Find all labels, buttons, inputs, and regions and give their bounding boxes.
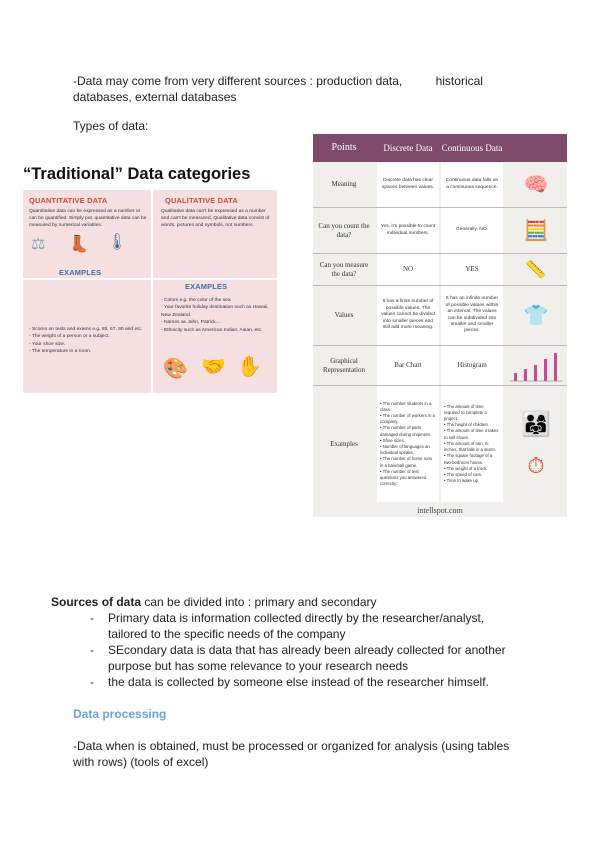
list-item: • The number students in a class. <box>380 401 436 413</box>
boot-icon: 👢 <box>69 236 89 253</box>
header-points: Points <box>331 142 357 153</box>
measure-icon: 📏 <box>525 259 547 279</box>
row-point: Meaning <box>331 180 357 189</box>
hands-icon: ✋ <box>237 356 262 378</box>
qualitative-text: Qualitative data can't be expressed as a number and can't be measured. Qualitative data consist of words, pictures and symbols, not numbers. <box>161 209 270 228</box>
list-item: • Number of languages an individual speaks. <box>380 444 436 456</box>
qualitative-heading: QUALITATIVE DATA <box>165 196 238 205</box>
row-discrete: Bar Chart <box>377 346 439 385</box>
quantitative-examples-heading: EXAMPLES <box>59 268 102 277</box>
list-item: • The amount of time required to complete a project. <box>444 404 500 423</box>
thermometer-icon: 🌡 <box>107 234 128 251</box>
table-row <box>313 162 567 208</box>
list-item: - Primary data is information collected directly by the researcher/analyst, tailored to the specific needs of the company <box>90 611 485 641</box>
list-item: - SEcondary data is data that has already been already collected for another purpose but has some relevance to your research needs <box>90 643 506 673</box>
list-item: - Colors e.g. the color of the sea <box>161 298 231 303</box>
table-row <box>313 346 567 386</box>
quantitative-heading: QUANTITATIVE DATA <box>29 196 108 205</box>
list-item: - the data is collected by someone else instead of the researcher himself. <box>90 675 489 689</box>
source-footer: intellspot.com <box>417 506 463 515</box>
qualitative-examples-list <box>161 297 273 334</box>
scale-icon: ⚖ <box>31 236 46 253</box>
list-item: - Ethnicity such as American Indian, Asian, etc. <box>161 327 263 333</box>
divider <box>151 190 153 393</box>
bullet-text: the data is collected by someone else instead of the researcher himself. <box>108 675 489 689</box>
list-item: • The amount of time it takes to sell shoes. <box>444 428 500 440</box>
bar-chart-icon <box>505 346 567 385</box>
people-icon: 👨‍👩‍👧 <box>521 411 551 438</box>
list-item: - Your shoe size. <box>29 341 66 347</box>
list-item: - The weight of a person or a subject. <box>29 334 110 340</box>
quantitative-text: Quantitative data can be expressed as a number or can be quantified. Simply put, quantitative data can be measured by numerical variables. <box>29 209 147 228</box>
list-item: • Shoe sizes. <box>380 438 436 444</box>
row-point: Can you measure the data? <box>319 261 369 278</box>
paint-icon: 🎨 <box>163 358 188 380</box>
clock-icon: ⏱ <box>527 452 545 478</box>
data-processing-heading: Data processing <box>73 707 167 721</box>
bullet-text: Primary data is information collected directly by the researcher/analyst, tailored to the specific needs of the company <box>108 611 485 641</box>
list-item: • The weight of a truck. <box>444 466 500 472</box>
list-item: • The number of parts damaged during shipment. <box>380 425 436 437</box>
traditional-categories-image <box>23 163 277 393</box>
table-row <box>313 386 567 502</box>
header-discrete: Discrete Data <box>383 143 433 153</box>
sources-bold: Sources of data <box>51 595 142 609</box>
sources-rest: can be divided into : primary and secondary <box>141 595 377 609</box>
discrete-examples-list <box>380 401 436 488</box>
list-item: • The speed of cars. <box>444 472 500 478</box>
row-continuous: Continuous data falls on a continuous sequence. <box>441 162 503 207</box>
row-point: Examples <box>330 439 358 448</box>
divider <box>23 278 277 280</box>
list-item: - Your favorite holiday destination such as Hawaii, New Zealand. <box>161 305 269 318</box>
row-point: Can you count the data? <box>318 222 370 239</box>
row-discrete: Discrete data has clear spaces between values. <box>377 162 439 207</box>
table-header <box>313 134 567 162</box>
examples-icons <box>505 386 567 502</box>
row-continuous: It has an infinite number of possible values within an interval. The values can be subdivided into smaller and smaller pieces. <box>441 286 503 345</box>
row-discrete: It has a finite number of possible values. The values cannot be divided into smaller pieces and still add more meaning. <box>377 286 439 345</box>
intro-line: databases, external databases <box>73 90 237 104</box>
sources-bullets <box>90 610 510 690</box>
list-item: - Names as John, Patrick.... <box>161 320 222 326</box>
row-discrete: NO <box>377 254 439 285</box>
row-continuous: Generally, NO. <box>441 208 503 253</box>
shirt-icon: 👕 <box>523 305 549 327</box>
row-continuous <box>441 386 503 502</box>
list-item: • The square footage of a two-bedroom house. <box>444 453 500 465</box>
list-item: • The amount of rain, in inches, that falls in a storm. <box>444 441 500 453</box>
traditional-card <box>23 190 277 393</box>
row-point: Graphical Representation <box>323 357 365 374</box>
abacus-icon: 🧮 <box>523 220 549 242</box>
row-continuous: YES <box>441 254 503 285</box>
brain-icon: 🧠 <box>523 174 549 196</box>
bullet-text: SEcondary data is data that has already been already collected for another purpose but has some relevance to your research needs <box>108 643 506 673</box>
list-item: • The number of test questions you answered correctly. <box>380 469 436 488</box>
header-continuous: Continuous Data <box>441 143 503 153</box>
types-label: Types of data: <box>73 119 149 133</box>
intro-line: -Data may come from very different sources : production data, historical <box>73 74 483 88</box>
quantitative-examples-list <box>29 326 149 356</box>
continuous-examples-list <box>444 404 500 485</box>
row-discrete: Yes, it's possible to count individual numbers. <box>377 208 439 253</box>
intro-paragraph <box>73 73 513 105</box>
list-item: - Scores on tests and exams e.g. 85, 67, 90 and etc. <box>29 327 143 332</box>
hands-icon: 🤝 <box>201 356 226 378</box>
row-discrete <box>377 386 439 502</box>
list-item: - The temperature in a room. <box>29 349 92 355</box>
table-row <box>313 208 567 254</box>
row-continuous: Histogram <box>441 346 503 385</box>
list-item: • The number of home runs in a baseball game. <box>380 456 436 468</box>
table-row <box>313 254 567 286</box>
qualitative-examples-heading: EXAMPLES <box>185 282 228 291</box>
traditional-title: “Traditional” Data categories <box>23 165 251 183</box>
bar-chart-icon-graphic <box>508 349 564 383</box>
table-row <box>313 286 567 346</box>
row-point: Values <box>334 311 354 320</box>
list-item: • The height of children. <box>444 422 500 428</box>
list-item: • The number of workers in a company. <box>380 413 436 425</box>
discrete-continuous-table-image <box>313 134 567 517</box>
sources-paragraph <box>51 594 377 610</box>
data-processing-text: -Data when is obtained, must be processed or organized for analysis (using tables with rows) (tools of excel) <box>73 739 510 769</box>
list-item: • Time to wake up. <box>444 478 500 484</box>
